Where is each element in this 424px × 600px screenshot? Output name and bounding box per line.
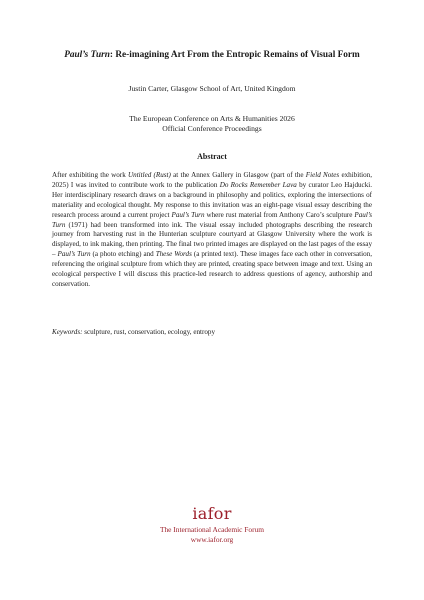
abstract-text: (1971) had been transformed into ink. The visual essay included photographs describing the research journey from harvesting rust in the Hunterian sculpture courtyard at Glasgow University where the work is displayed, to ink making, then printing. The final two printed images are displayed on the last pages of the essay – [52,220,372,259]
abstract-text-work-title: These Words [155,250,192,259]
abstract-publication-title: Do Rocks Remember Lava [219,180,297,189]
paper-title-rest: : Re-imagining Art From the Entropic Remains of Visual Form [109,50,360,60]
proceedings-label: Official Conference Proceedings [162,123,262,133]
keywords-label: Keywords: [52,328,83,336]
abstract-text: at the Annex Gallery in Glasgow (part of the [170,171,306,179]
abstract-work-title: Untitled (Rust) [128,171,171,179]
iafor-logo: iafor [192,504,232,523]
abstract-exhibition-title: Field Notes [305,171,340,179]
organization-name: The International Academic Forum [159,525,265,534]
conference-name: The European Conference on Arts & Humanities 2026 [129,114,295,123]
paper-title [20,49,404,61]
abstract-text: by curator Leo Hajducki. Her interdisciplinary research draws on a background in philosophy and politics, exploring the intersections of materiality and ecological thought. My response to this invitation was an eight-page visual essay describing the research process around a current project [52,180,372,219]
abstract-heading: Abstract [197,152,227,161]
abstract-text: exhibition, 2025) I was invited to contribute work to the publication [52,171,373,189]
abstract-text: where rust material from Anthony Caro’s sculpture [204,210,355,219]
abstract-etching-title: Paul’s Turn [57,250,91,259]
author-affiliation: Justin Carter, Glasgow School of Art, United Kingdom [128,84,296,93]
organization-website: www.iafor.org [190,535,234,544]
abstract-sculpture-title: Paul’s Turn [52,210,372,229]
abstract-text: (a printed text). These images face each other in conversation, referencing the original sculpture from which they are printed, creating space between image and text. Using an ecological perspective I will discuss this practice-led research to address questions of agency, authorship and conservation. [52,250,372,288]
keywords [52,328,372,338]
conference-info [20,114,404,133]
paper-title-italic: Paul’s Turn [64,50,110,60]
abstract-text: (a photo etching) and [90,250,156,259]
abstract-project-title: Paul’s Turn [171,210,205,219]
keywords-list: sculpture, rust, conservation, ecology, entropy [82,328,215,336]
abstract-text: After exhibiting the work [52,171,129,179]
abstract-body [52,171,372,290]
